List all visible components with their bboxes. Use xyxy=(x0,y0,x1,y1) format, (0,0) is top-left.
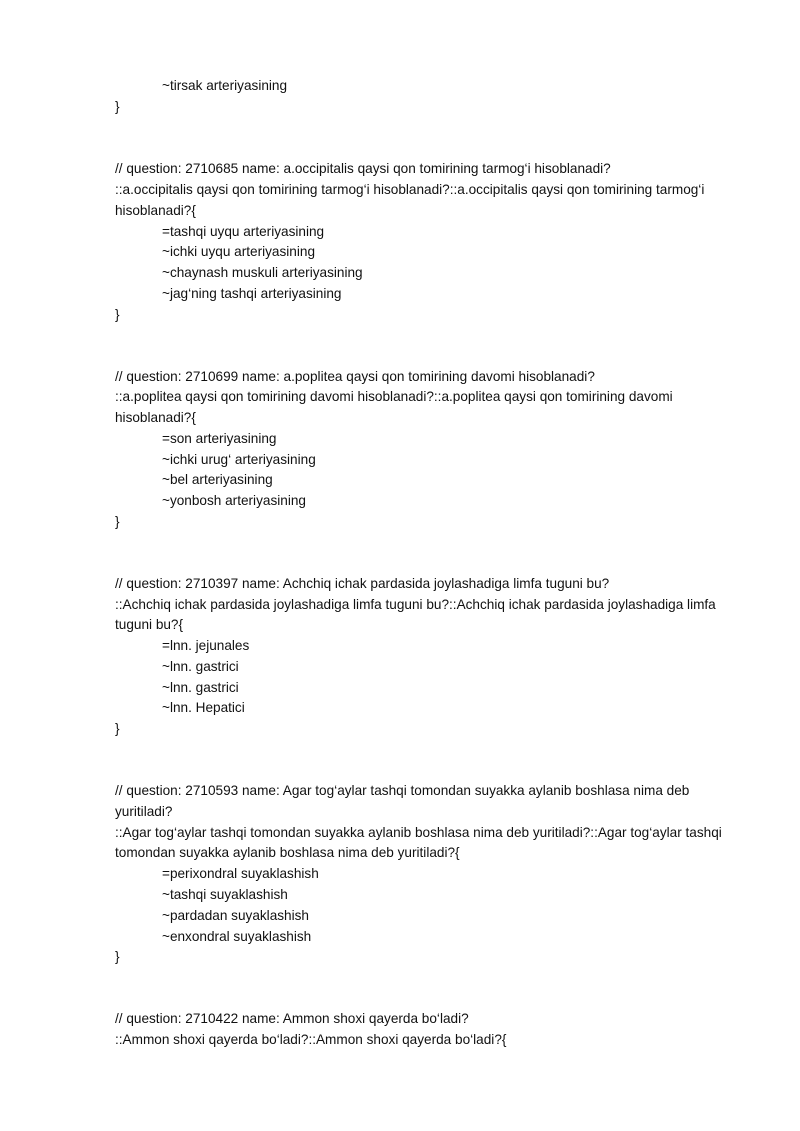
closing-brace: } xyxy=(115,949,120,964)
question-text: tomondan suyakka aylanib boshlasa nima deb yuritiladi?{ xyxy=(115,845,460,860)
answer-option: ~tashqi suyaklashish xyxy=(162,887,288,902)
closing-brace: } xyxy=(115,721,120,736)
closing-brace: } xyxy=(115,514,120,529)
question-comment: yuritiladi? xyxy=(115,804,173,819)
question-comment: // question: 2710593 name: Agar tog‘aylar tashqi tomondan suyakka aylanib boshlasa nima deb xyxy=(115,783,690,798)
answer-option: ~lnn. Hepatici xyxy=(162,700,245,715)
question-text: hisoblanadi?{ xyxy=(115,203,196,218)
question-text: ::Achchiq ichak pardasida joylashadiga limfa tuguni bu?::Achchiq ichak pardasida joylashadiga limfa xyxy=(115,597,716,612)
question-comment: // question: 2710422 name: Ammon shoxi qayerda bo‘ladi? xyxy=(115,1011,469,1026)
answer-option: ~lnn. gastrici xyxy=(162,680,239,695)
answer-option: ~ichki urug‘ arteriyasining xyxy=(162,452,316,467)
question-comment: // question: 2710397 name: Achchiq ichak pardasida joylashadiga limfa tuguni bu? xyxy=(115,576,610,591)
answer-option: ~chaynash muskuli arteriyasining xyxy=(162,265,363,280)
question-text: ::a.occipitalis qaysi qon tomirining tarmog‘i hisoblanadi?::a.occipitalis qaysi qon tomirining tarmog‘i xyxy=(115,182,705,197)
answer-option: ~tirsak arteriyasining xyxy=(162,78,288,93)
question-text: hisoblanadi?{ xyxy=(115,410,196,425)
question-comment: // question: 2710685 name: a.occipitalis qaysi qon tomirining tarmog‘i hisoblanadi? xyxy=(115,161,611,176)
answer-option: ~pardadan suyaklashish xyxy=(162,908,309,923)
answer-option: =perixondral suyaklashish xyxy=(162,866,319,881)
question-text: tuguni bu?{ xyxy=(115,617,184,632)
answer-option: =lnn. jejunales xyxy=(162,638,250,653)
question-text: ::Agar tog‘aylar tashqi tomondan suyakka aylanib boshlasa nima deb yuritiladi?::Agar tog‘aylar tashqi xyxy=(115,825,722,840)
closing-brace: } xyxy=(115,99,120,114)
question-comment: // question: 2710699 name: a.poplitea qaysi qon tomirining davomi hisoblanadi? xyxy=(115,369,595,384)
answer-option: ~jag‘ning tashqi arteriyasining xyxy=(162,286,342,301)
answer-option: =tashqi uyqu arteriyasining xyxy=(162,224,325,239)
question-text: ::a.poplitea qaysi qon tomirining davomi hisoblanadi?::a.poplitea qaysi qon tomirining davomi xyxy=(115,389,673,404)
answer-option: ~lnn. gastrici xyxy=(162,659,239,674)
answer-option: ~yonbosh arteriyasining xyxy=(162,493,306,508)
answer-option: ~bel arteriyasining xyxy=(162,472,273,487)
question-text: ::Ammon shoxi qayerda bo‘ladi?::Ammon shoxi qayerda bo‘ladi?{ xyxy=(115,1032,507,1047)
closing-brace: } xyxy=(115,307,120,322)
answer-option: =son arteriyasining xyxy=(162,431,277,446)
answer-option: ~ichki uyqu arteriyasining xyxy=(162,244,316,259)
answer-option: ~enxondral suyaklashish xyxy=(162,929,312,944)
